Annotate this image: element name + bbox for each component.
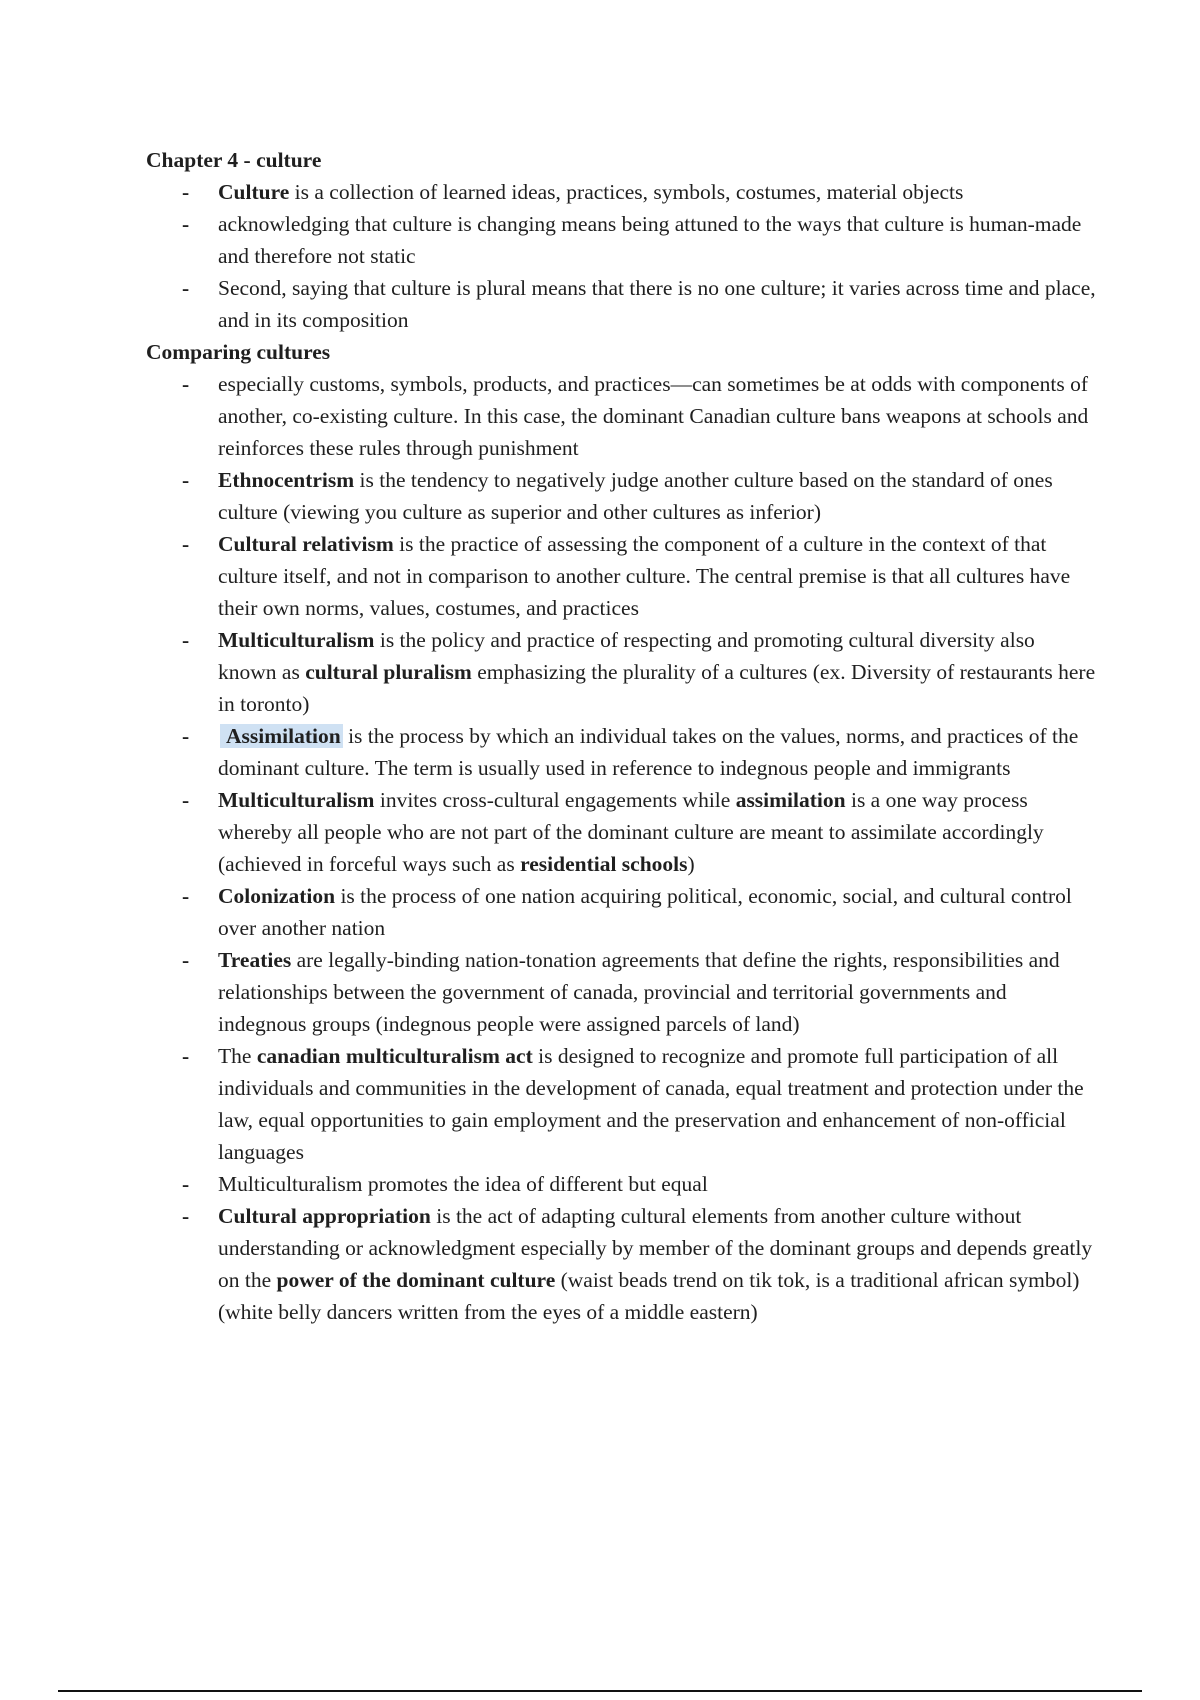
bullet-text: Multiculturalism promotes the idea of different but equal bbox=[218, 1172, 708, 1196]
bullet-marker: - bbox=[182, 724, 190, 748]
key-term: residential schools bbox=[520, 852, 688, 876]
definition-text: emphasizing the plurality of a cultures (ex. Diversity of restaurants here in toronto) bbox=[218, 660, 1096, 716]
bullet-marker: - bbox=[182, 276, 190, 300]
bullet-marker: - bbox=[182, 180, 190, 204]
bullet-marker: - bbox=[182, 1204, 190, 1228]
list-item bbox=[182, 528, 1096, 624]
definition-text: is the tendency to negatively judge another culture based on the standard of ones culture (viewing you culture as superior and other cultures as inferior) bbox=[218, 468, 1053, 524]
definition-text: ) bbox=[687, 852, 695, 876]
definition-text: is a collection of learned ideas, practices, symbols, costumes, material objects bbox=[289, 180, 964, 204]
key-term: Colonization bbox=[218, 884, 336, 908]
bullet-marker: - bbox=[182, 468, 190, 492]
key-term: Treaties bbox=[218, 948, 292, 972]
list-item bbox=[182, 1168, 1096, 1200]
list-item bbox=[182, 880, 1096, 944]
bullet-marker: - bbox=[182, 628, 190, 652]
bullet-marker: - bbox=[182, 532, 190, 556]
definition-text: invites cross-cultural engagements while bbox=[374, 788, 736, 812]
list-item bbox=[182, 624, 1096, 720]
list-item bbox=[182, 464, 1096, 528]
list-item bbox=[182, 944, 1096, 1040]
bullet-text: acknowledging that culture is changing means being attuned to the ways that culture is human-made and therefore not static bbox=[218, 212, 1082, 268]
bullet-text: Second, saying that culture is plural means that there is no one culture; it varies across time and place, and in its composition bbox=[218, 276, 1096, 332]
key-term: Cultural relativism bbox=[218, 532, 394, 556]
definition-text: is the policy and practice of respecting and promoting cultural diversity also known as bbox=[218, 628, 1035, 684]
list-item bbox=[182, 720, 1096, 784]
key-term: Cultural appropriation bbox=[218, 1204, 431, 1228]
document-body bbox=[146, 144, 1096, 1328]
key-term: Ethnocentrism bbox=[218, 468, 355, 492]
list-item bbox=[182, 272, 1096, 336]
highlighted-key-term[interactable]: Assimilation bbox=[220, 724, 343, 748]
bullet-marker: - bbox=[182, 884, 190, 908]
definition-text: The bbox=[218, 1044, 257, 1068]
chapter-heading: Chapter 4 - culture bbox=[146, 148, 322, 172]
definition-text: are legally-binding nation-tonation agreements that define the rights, responsibilities and relationships between the government of canada, provincial and territorial governments and indegnous groups (indegnous people were assigned parcels of land) bbox=[218, 948, 1060, 1036]
bullet-marker: - bbox=[182, 788, 190, 812]
list-item bbox=[182, 176, 1096, 208]
list-item bbox=[182, 784, 1096, 880]
key-term: cultural pluralism bbox=[305, 660, 472, 684]
list-item bbox=[182, 1040, 1096, 1168]
definition-text: is the process by which an individual takes on the values, norms, and practices of the dominant culture. The term is usually used in reference to indegnous people and immigrants bbox=[218, 724, 1079, 780]
bullet-marker: - bbox=[182, 372, 190, 396]
key-term: Multiculturalism bbox=[218, 788, 375, 812]
list-item bbox=[182, 208, 1096, 272]
page-bottom-rule bbox=[58, 1690, 1142, 1692]
bullet-marker: - bbox=[182, 948, 190, 972]
list-item bbox=[182, 1200, 1096, 1328]
definition-text: is the act of adapting cultural elements from another culture without understanding or acknowledgment especially by member of the dominant groups and depends greatly on the bbox=[218, 1204, 1093, 1292]
definition-text: is designed to recognize and promote full participation of all individuals and communities in the development of canada, equal treatment and protection under the law, equal opportunities to gain employment and the preservation and enhancement of non-official languages bbox=[218, 1044, 1084, 1164]
definition-text: is a one way process whereby all people who are not part of the dominant culture are meant to assimilate accordingly (achieved in forceful ways such as bbox=[218, 788, 1044, 876]
key-term: assimilation bbox=[735, 788, 846, 812]
bullet-marker: - bbox=[182, 212, 190, 236]
definition-text: (waist beads trend on tik tok, is a traditional african symbol) (white belly dancers written from the eyes of a middle eastern) bbox=[218, 1268, 1080, 1324]
bullet-marker: - bbox=[182, 1172, 190, 1196]
comparing-bullet-list bbox=[146, 368, 1096, 1328]
list-item bbox=[182, 368, 1096, 464]
key-term: Multiculturalism bbox=[218, 628, 375, 652]
section-heading-comparing-cultures: Comparing cultures bbox=[146, 340, 331, 364]
definition-text: is the process of one nation acquiring political, economic, social, and cultural control over another nation bbox=[218, 884, 1072, 940]
key-term: canadian multiculturalism act bbox=[256, 1044, 533, 1068]
key-term: Culture bbox=[218, 180, 290, 204]
bullet-marker: - bbox=[182, 1044, 190, 1068]
definition-text: is the practice of assessing the component of a culture in the context of that culture itself, and not in comparison to another culture. The central premise is that all cultures have their own norms, values, costumes, and practices bbox=[218, 532, 1071, 620]
chapter-bullet-list bbox=[146, 176, 1096, 336]
key-term: power of the dominant culture bbox=[276, 1268, 556, 1292]
bullet-text: especially customs, symbols, products, and practices—can sometimes be at odds with components of another, co-existing culture. In this case, the dominant Canadian culture bans weapons at schools and reinforces these rules through punishment bbox=[218, 372, 1089, 460]
